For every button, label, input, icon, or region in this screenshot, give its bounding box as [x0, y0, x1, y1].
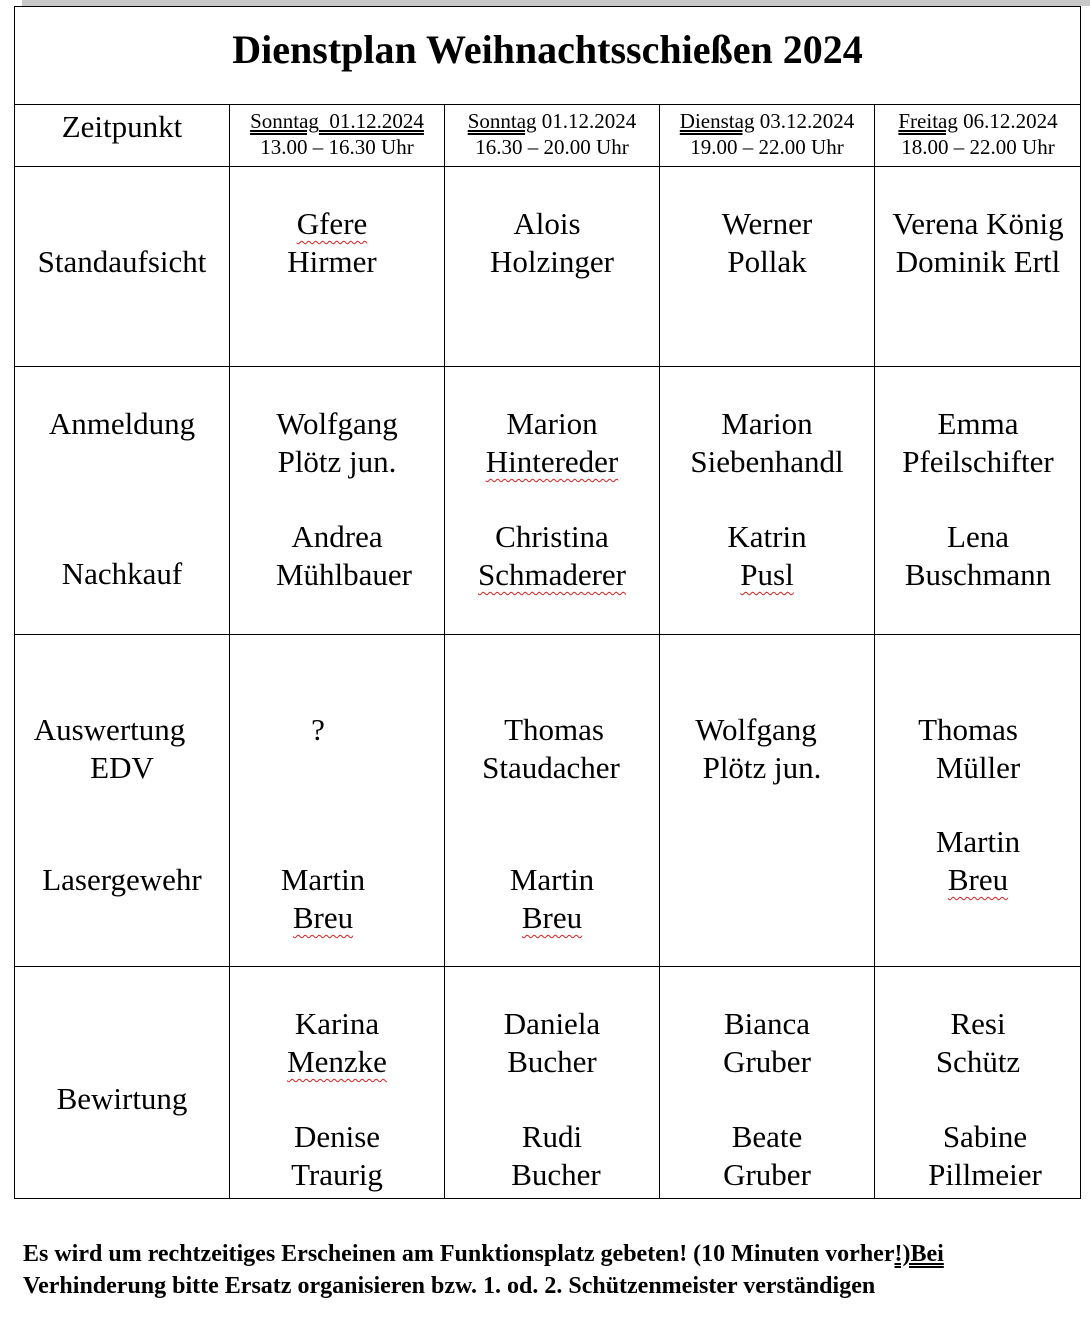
table-rule	[14, 366, 1081, 367]
name-cell: Christina Schmaderer	[477, 519, 627, 592]
table-rule	[14, 966, 1081, 967]
table-rule	[14, 166, 1081, 167]
column-date: 03.12.2024	[754, 109, 855, 133]
column-time: 16.30 – 20.00 Uhr	[475, 135, 629, 159]
column-header	[875, 108, 1081, 160]
role-label: Auswertung EDV	[33, 712, 186, 785]
name-cell: Wolfgang Plötz jun.	[695, 712, 822, 785]
table-rule	[14, 104, 1081, 105]
name-cell: Lena Buschmann	[904, 519, 1052, 592]
role-label: Lasergewehr	[42, 862, 202, 897]
name-cell: Marion Hintereder	[485, 406, 619, 479]
name-cell: Thomas Staudacher	[482, 712, 620, 785]
name-cell: Werner Pollak	[721, 206, 813, 279]
column-header	[660, 108, 874, 160]
name-cell: Thomas Müller	[918, 712, 1021, 785]
role-label: Bewirtung	[56, 1081, 188, 1116]
name-cell: ?	[311, 712, 325, 747]
table-rule	[14, 634, 1081, 635]
name-cell: Emma Pfeilschifter	[902, 406, 1054, 479]
column-time: 18.00 – 22.00 Uhr	[901, 135, 1055, 159]
name-cell: Andrea Mühlbauer	[275, 519, 413, 592]
name-cell: Karina Menzke Denise Traurig	[287, 1006, 387, 1192]
name-cell: Alois Holzinger	[490, 206, 614, 279]
column-time: 13.00 – 16.30 Uhr	[260, 135, 414, 159]
name-cell: Bianca Gruber Beate Gruber	[723, 1006, 811, 1192]
column-day: Dienstag	[679, 109, 755, 133]
column-day: Sonntag	[250, 109, 319, 133]
column-date: 06.12.2024	[957, 109, 1058, 133]
name-cell: Marion Siebenhandl	[690, 406, 844, 479]
name-cell: Gfere Hirmer	[287, 206, 377, 279]
column-day: Freitag	[898, 109, 958, 133]
name-cell: Verena König Dominik Ertl	[892, 206, 1064, 279]
role-label: Standaufsicht	[37, 244, 207, 279]
page-title: Dienstplan Weihnachtsschießen 2024	[232, 27, 863, 72]
column-day: Sonntag	[467, 109, 537, 133]
column-date: 01.12.2024	[536, 109, 637, 133]
role-label: Anmeldung	[48, 406, 196, 441]
name-cell: Resi Schütz Sabine Pillmeier	[928, 1006, 1042, 1192]
name-cell: Martin Breu	[509, 862, 595, 935]
name-cell: Martin Breu	[280, 862, 366, 935]
name-cell: Katrin Pusl	[727, 519, 807, 592]
footer-note: Es wird um rechtzeitiges Erscheinen am Funktionsplatz gebeten! (10 Minuten vorher!)Bei Verhinderung bitte Ersatz organisieren bzw. 1. od. 2. Schützenmeister verständigen	[23, 1241, 944, 1299]
column-time: 19.00 – 22.00 Uhr	[690, 135, 844, 159]
column-header	[445, 108, 659, 160]
name-cell: Wolfgang Plötz jun.	[276, 406, 398, 479]
column-date: 01.12.2024	[318, 109, 424, 133]
header-zeitpunkt: Zeitpunkt	[61, 109, 183, 144]
role-label: Nachkauf	[61, 556, 183, 591]
name-cell: Daniela Bucher Rudi Bucher	[503, 1006, 601, 1192]
column-header	[230, 108, 444, 160]
name-cell: Martin Breu	[935, 824, 1021, 897]
